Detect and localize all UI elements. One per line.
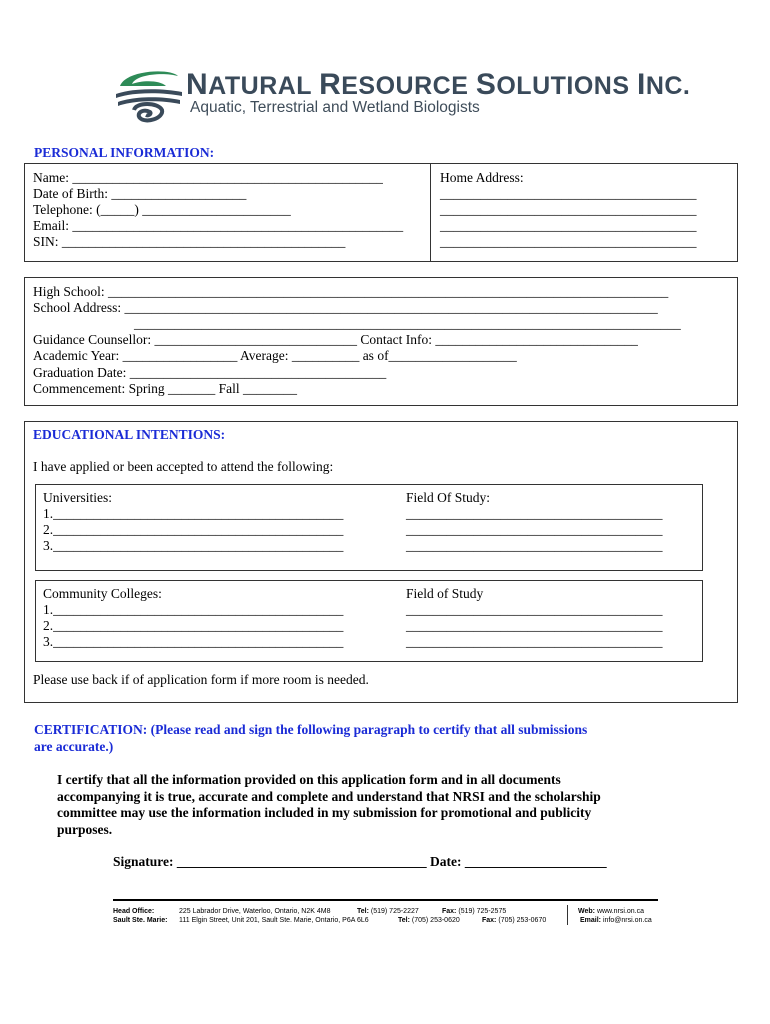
- email-field[interactable]: Email: _________________________________________________: [33, 218, 404, 233]
- university-field-2[interactable]: ______________________________________: [406, 522, 663, 537]
- footer-sault-tel: Tel: (705) 253-0620: [398, 917, 460, 924]
- footer-email[interactable]: Email: info@nrsi.on.ca: [580, 917, 652, 924]
- footer-sault-address: 111 Elgin Street, Unit 201, Sault Ste. Marie, Ontario, P6A 6L6: [179, 917, 369, 924]
- university-field-3[interactable]: ______________________________________: [406, 538, 663, 553]
- high-school-field[interactable]: High School: ___________________________________________________________________________________: [33, 284, 669, 299]
- academic-year-field[interactable]: Academic Year: _________________ Average: __________ as of___________________: [33, 348, 517, 363]
- company-name: NATURAL RESOURCE SOLUTIONS INC.: [186, 68, 691, 101]
- home-address-line-1[interactable]: ______________________________________: [440, 186, 697, 201]
- name-field[interactable]: Name: ______________________________________________: [33, 170, 383, 185]
- home-address-line-4[interactable]: ______________________________________: [440, 234, 697, 249]
- date-of-birth-field[interactable]: Date of Birth: ____________________: [33, 186, 247, 201]
- extra-room-note: Please use back if of application form if more room is needed.: [33, 672, 369, 687]
- colleges-label: Community Colleges:: [43, 586, 162, 601]
- school-address-field[interactable]: School Address: _______________________________________________________________________________: [33, 300, 658, 315]
- certification-text-line-4: purposes.: [57, 822, 113, 837]
- university-field-1[interactable]: ______________________________________: [406, 506, 663, 521]
- signature-date-field[interactable]: Signature: _____________________________________ Date: _____________________: [113, 854, 607, 869]
- certification-heading-line-1: CERTIFICATION: (Please read and sign the following paragraph to certify that all submissions: [34, 722, 588, 737]
- company-logo-icon: [112, 66, 184, 128]
- college-1-field[interactable]: 1.___________________________________________: [43, 602, 344, 617]
- university-1-field[interactable]: 1.___________________________________________: [43, 506, 344, 521]
- college-field-1[interactable]: ______________________________________: [406, 602, 663, 617]
- footer-head-office-tel: Tel: (519) 725-2227: [357, 908, 419, 915]
- footer-divider: [567, 905, 568, 925]
- footer-head-office-fax: Fax: (519) 725-2575: [442, 908, 507, 915]
- footer-head-office: Head Office:: [113, 908, 155, 915]
- universities-label: Universities:: [43, 490, 112, 505]
- university-2-field[interactable]: 2.___________________________________________: [43, 522, 344, 537]
- personal-info-divider: [430, 163, 431, 262]
- personal-info-heading: PERSONAL INFORMATION:: [34, 145, 215, 160]
- home-address-line-2[interactable]: ______________________________________: [440, 202, 697, 217]
- company-tagline: Aquatic, Terrestrial and Wetland Biologists: [190, 99, 480, 116]
- footer-sault-label: Sault Ste. Marie:: [113, 917, 168, 924]
- university-field-of-study-label: Field Of Study:: [406, 490, 491, 505]
- university-3-field[interactable]: 3.___________________________________________: [43, 538, 344, 553]
- college-2-field[interactable]: 2.___________________________________________: [43, 618, 344, 633]
- school-address-line-2[interactable]: _________________________________________________________________________________: [134, 316, 681, 331]
- college-field-of-study-label: Field of Study: [406, 586, 484, 601]
- telephone-field[interactable]: Telephone: (_____) ______________________: [33, 202, 291, 217]
- educational-intro: I have applied or been accepted to attend the following:: [33, 459, 334, 474]
- college-field-3[interactable]: ______________________________________: [406, 634, 663, 649]
- certification-heading-line-2: are accurate.): [34, 739, 114, 754]
- home-address-line-3[interactable]: ______________________________________: [440, 218, 697, 233]
- certification-text-line-1: I certify that all the information provided on this application form and in all documents: [57, 772, 561, 787]
- educational-intentions-heading: EDUCATIONAL INTENTIONS:: [33, 427, 226, 442]
- footer-rule: [113, 899, 658, 901]
- graduation-date-field[interactable]: Graduation Date: ______________________________________: [33, 365, 387, 380]
- certification-text-line-2: accompanying it is true, accurate and complete and understand that NRSI and the scholarship: [57, 789, 601, 804]
- footer-sault-fax: Fax: (705) 253-0670: [482, 917, 547, 924]
- certification-text-line-3: committee may use the information included in my submission for promotional and publicity: [57, 805, 592, 820]
- footer-head-office-address: 225 Labrador Drive, Waterloo, Ontario, N2K 4M8: [179, 908, 331, 915]
- college-field-2[interactable]: ______________________________________: [406, 618, 663, 633]
- guidance-counsellor-field[interactable]: Guidance Counsellor: ______________________________ Contact Info: ______________________________: [33, 332, 638, 347]
- home-address-label: Home Address:: [440, 170, 524, 185]
- footer-web[interactable]: Web: www.nrsi.on.ca: [578, 908, 645, 915]
- commencement-field[interactable]: Commencement: Spring _______ Fall ________: [33, 381, 297, 396]
- sin-field[interactable]: SIN: __________________________________________: [33, 234, 346, 249]
- college-3-field[interactable]: 3.___________________________________________: [43, 634, 344, 649]
